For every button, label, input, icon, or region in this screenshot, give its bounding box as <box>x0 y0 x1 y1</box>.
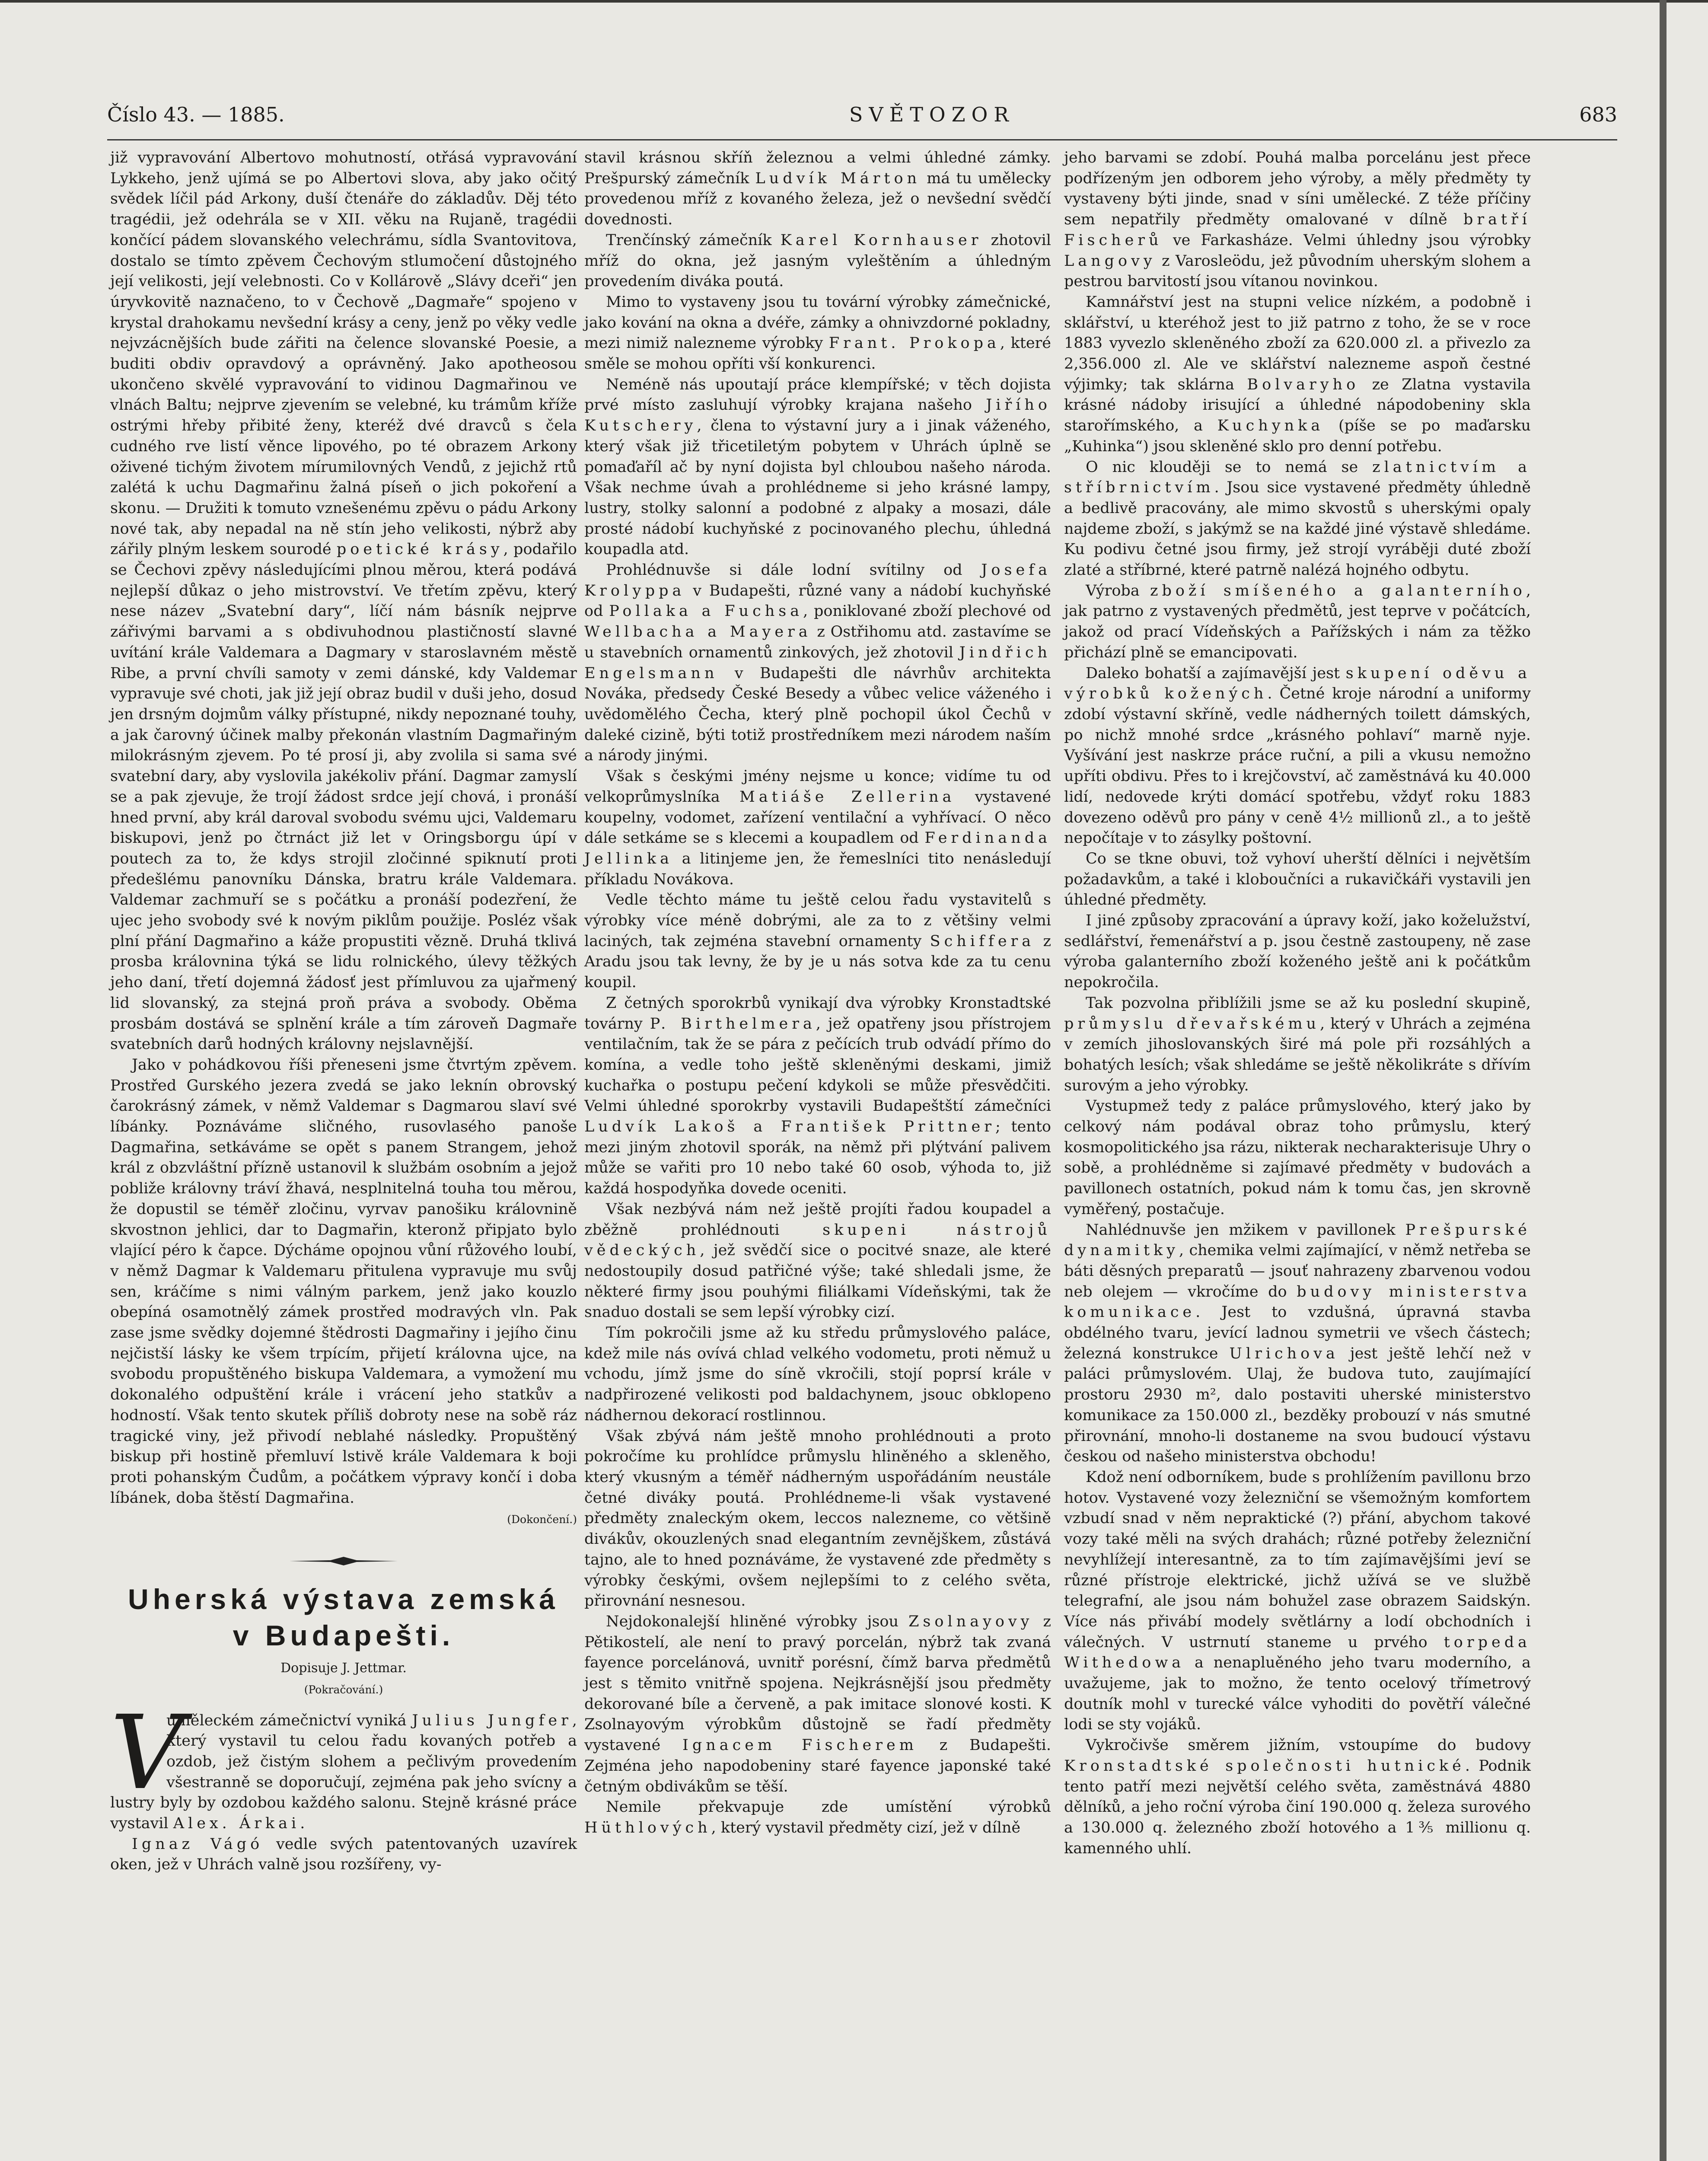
column-1 <box>110 148 577 1875</box>
issue-number: Číslo 43. — 1885. <box>107 103 285 126</box>
running-head <box>107 103 1617 133</box>
paragraph: Jako v pohádkovou říši přeneseni jsme čtvrtým zpěvem. Prostřed Gurského jezera zvedá se jako leknín obrovský čarokrásný zámek, v němž Valdemar s Dagmarou slaví své líbánky. Poznáváme sličného, rusovlasého panoše Dagmařina, setkáváme se opět s panem Strangem, jehož král z obzvláštní přízně ustanovil k službám osobním a jejož pobliže královny tráví žhavá, nesplnitelná touha tou měrou, že dopustil se téměř zločinu, vyrvav panošiku královnině skvostnon jehlici, dar to Dagmařin, kteronž připjato bylo vlající péro k čapce. Dýcháme opojnou vůní růžového loubí, v němž Dagmar k Valdemaru přitulena vypravuje mu svůj sen, kráčíme s nimi válným parkem, jenž jako kouzlo obepíná osamotnělý zámek prostřed modravých vln. Pak zase jsme svědky dojemné štědrosti Dagmařiny i jejího činu nejčistší lásky ke všem trpícím, přijetí královna ujce, na svobodu propuštěného biskupa Valdemara, a vymožení mu dokonalého odpuštění krále i vrácení jeho statkův a hodností. Však tento skutek příliš dobroty nese na sobě ráz tragické viny, jež přivodí neblahé následky. Propuštěný biskup při hostině přemluví lstivě krále Valdemara k boji proti pohanským Čudům, a počátkem výpravy končí i doba líbánek, doba štěstí Dagmařina. <box>110 1056 577 1507</box>
paragraph: jeho barvami se zdobí. Pouhá malba porcelánu jest přece podřízeným jen odborem jeho výroby, a měly předměty ty vystaveny býti jinde, snad v síni umělecké. Z téže příčiny sem nepatřily předměty omalované v dílně bratří Fischerů ve Farkasháze. Velmi úhledny jsou výrobky Langovy z Varosleödu, jež původním uherským slohem a pestrou barvitostí jsou vítanou novinkou. <box>1064 149 1531 290</box>
column-2 <box>584 148 1051 1839</box>
paragraph: Neméně nás upoutají práce klempířské; v těch dojista prvé místo zasluhují výrobky krajana našeho Jiřího Kutschery, člena to výstavní jury a i jinak váženého, který však již třicetiletým pobytem v Uhrách úplně se pomaďaříl ač by nyní dojista byl chloubou našeho národa. Však nechme úvah a prohlédneme si jeho krásné lampy, lustry, stolky salonní a podobné z alpaky a mosazi, dále prosté nádobí kuchyňské z pocinovaného plechu, úhledná koupadla atd. <box>584 376 1051 558</box>
paragraph: V uměleckém zámečnictví vyniká Julius Jungfer, který vystavil tu celou řadu kovaných potřeb a ozdob, jež čistým slohem a pečlivým provedením všestranně se doporučují, zejména pak jeho svícny a lustry byly by ozdobou každého salonu. Stejně krásné práce vystavil Alex. Árkai. <box>110 1693 577 1833</box>
paragraph: Výroba zboží smíšeného a galanterního, jak patrno z vystavených předmětů, jest teprve v počátcích, jakož od prací Vídeňských a Pařížských i nám za těžko přichází plně se emancipovati. <box>1064 582 1531 661</box>
paragraph: Z četných sporokrbů vynikají dva výrobky Kronstadtské továrny P. Birthelmera, jež opatřeny jsou přístrojem ventilačním, tak že se pára z pečících trub odvádí přímo do komína, a vedle toho ještě skleněnými deskami, jimiž kuchařka o postupu pečení kdykoli se může přesvědčiti. Velmi úhledné sporokrby vystavili Budapeštští zámečníci Ludvík Lakoš a František Prittner; tento mezi jiným zhotovil sporák, na němž při plýtvání palivem může se vařiti pro 10 nebo také 60 osob, výhoda to, již každá hospodyňka dovede oceniti. <box>584 994 1052 1198</box>
paragraph: Nejdokonalejší hliněné výrobky jsou Zsolnayovy z Pětikostelí, ale není to pravý porcelán, nýbrž tak zvaná fayence porcelánová, uvnitř porésní, čímž barva předmětů jest s těmito vnitřně spojena. Nejkrásnější jsou předměty dekorované bíle a červeně, a pak imitace slonové kosti. K Zsolnayovým výrobkům důstojně se řadí předměty vystavené Ignacem Fischerem z Budapešti. Zejména jeho napodobeniny staré fayence japonské také četným obdivákům se těší. <box>584 1613 1051 1795</box>
paragraph: Vedle těchto máme tu ještě celou řadu vystavitelů s výrobky více méně dobrými, ale za to z většiny velmi laciných, tak zejména stavební ornamenty Schiffera z Aradu jsou tak levny, že by je u nás sotva kde za tu cenu koupil. <box>584 891 1051 991</box>
paragraph: Prohlédnuvše si dále lodní svítilny od Josefa Krolуppa v Budapešti, různé vany a nádobí kuchyňské od Pollaka a Fuchsa, poniklované zboží plechové od Wellbacha a Mayera z Ostřihomu atd. zastavíme se u stavebních ornamentů zinkových, jež zhotovil Jindřich Engelsmann v Budapešti dle návrhův architekta Nováka, předsedy České Besedy a vůbec velice váženého i uvědomělého Čecha, který plně pochopil úkol Čechů v daleké cizině, býti totiž prostředníkem mezi národem naším a národy jinými. <box>584 561 1051 765</box>
byline: Dopisuje J. Jettmar. <box>280 1661 407 1676</box>
paragraph: Vykročivše směrem jižním, vstoupíme do budovy Kronstadtské společnosti hutnické. Podnik tento patří mezi největší celého světa, zaměstnává 4880 dělníků, a jeho roční výroba činí 190.000 q. železa surového a 130.000 q. železného zboží hotového a 1⅗ millionu q. kamenného uhlí. <box>1064 1737 1531 1857</box>
paragraph: stavil krásnou skříň železnou a velmi úhledné zámky. Prešpurský zámečník Ludvík Márton má tu umělecky provedenou mříž z kovaného železa, jež o nevšední svědčí dovednosti. <box>584 149 1051 229</box>
paragraph: Však zbývá nám ještě mnoho prohlédnouti a proto pokročíme ku prohlídce průmyslu hliněného a skleněho, který vkusným a téměř nádherným uspořádáním neustále četné diváky poutá. Prohlédneme-li však vystavené předměty znaleckým okem, leccos nalezneme, co většině divákův, okouzlených snad elegantním zevnějškem, zůstává tajno, ale to hned poznáváme, že vystavené zde předměty s výrobky českými, ovšem nejlepšími to z celého světa, přirovnání nesnesou. <box>584 1427 1051 1610</box>
article-title: Uherská výstava zemská v Budapešti. <box>128 1583 559 1652</box>
paragraph: Trenčínský zámečník Karel Kornhauser zhotovil mříž do okna, jež jasným vyleštěním a úhledným provedením diváka poutá. <box>584 231 1051 290</box>
drop-cap: V <box>110 1693 184 1812</box>
paragraph: I jiné způsoby zpracování a úpravy koží, jako koželužství, sedlářství, řemenářství a p. jsou čestně zastoupeny, ně zase výroba galanterního zboží koženého ještě ani k počátkům nepokročila. <box>1064 912 1531 991</box>
continued-note: (Pokračování.) <box>304 1683 383 1696</box>
paragraph: Nemile překvapuje zde umístění výrobků Hüthlových, který vystavil předměty cizí, jež v dílně <box>584 1798 1051 1836</box>
paragraph: Daleko bohatší a zajímavější jest skupení oděvu a výrobků kožených. Četné kroje národní a uniformy zdobí výstavní skříně, vedle nádherných toilett dámských, po nichž mnohé srdce „krásného pohlaví“ marně nyje. Vyšívání jest naskrze práce ruční, a pili a vkusu nemožno upříti obdivu. Přes to i krejčovství, ač zaměstnává ku 40.000 lidí, nedovede krýti domácí spotřebu, vždyť roku 1883 dovezeno oděvů pro pány v ceně 4½ millionů zl., a to ještě nepočítaje v to zásylky poštovní. <box>1064 664 1531 847</box>
paragraph: Ignaz Vágó vedle svých patentovaných uzavírek oken, jež v Uhrách valně jsou rozšířeny, vy- <box>110 1835 577 1874</box>
paragraph: Mimo to vystaveny jsou tu tovární výrobky zámečnické, jako kování na okna a dvéře, zámky a ohnivzdorné pokladny, mezi nimiž nalezneme výrobky Frant. Prokopa, které směle se mohou opříti vší konkurenci. <box>584 293 1051 373</box>
paragraph: Nahlédnuvše jen mžikem v pavillonek Prešpurské dynamitky, chemika velmi zajímající, v němž netřeba se báti děsných preparatů — jsouť nahrazeny zbarvenou vodou neb olejem — vkročíme do budovy ministerstva komunikace. Jest to vzdušná, úpravná stavba obdélného tvaru, jevící ladnou symetrii ve všech částech; železná konstrukce Ulrichova jest ještě lehčí než v paláci průmyslovém. Ulaj, že budova tuto, zaujímající prostoru 2930 m², dalo postaviti uherské ministerstvo komunikace za 150.000 zl., bezděky probouzí v nás smutné přirovnání, mnoho-li dostaneme na svou budoucí výstavu českou od našeho ministerstva obchodu! <box>1064 1221 1531 1466</box>
scan-edge-right <box>1660 0 1667 2161</box>
journal-title: SVĚTOZOR <box>849 103 1015 126</box>
paragraph: již vypravování Albertovo mohutností, otřásá vypravování Lykkeho, jenž ujímá se po Albertovi slova, aby jako očitý svědek líčil pád Arkony, duší čtenáře do základův. Děj této tragédii, jež odehrála se v XII. věku na Rujaně, tragédii končící pádem slovanského velechrámu, sídla Svantovitova, dostalo se tímto zpěvem Čechovým stlumočení důstojného její velikosti, její velebnosti. Co v Kollárově „Slávy dceři“ jen úryvkovitě naznačeno, to v Čechově „Dagmaře“ spojeno v krystal drahokamu nevšední krásy a ceny, jenž po věky vedle nejvzácnějších bude zářiti na čelence slovanské Poesie, a buditi obdiv opravdový a oprávněný. Jako apotheosou ukončeno skvělé vypravování to vidinou Dagmařinou ve vlnách Baltu; nejprve zjevením se velebné, ku trámům kříže ostrými hřeby přibité ženy, kteréž dvé dravců s čela cudného rve listí věnce lipového, po té obrazem Arkony oživené tichým životem mírumilovných Vendů, z jejichž rtů zalétá k uchu Dagmařinu žalná píseň o jich pokoření a skonu. — Družiti k tomuto vznešenému zpěvu o pádu Arkony nové tak, aby nepadal na ně stín jeho velikosti, nýbrž aby zářily plným leskem sourodé poetické krásy, podařilo se Čechovi zpěvy následujícími plnou měrou, která podává nejlepší důkaz o jeho mistrovství. Ve třetím zpěvu, který nese název „Svatební dary“, líčí nám básník nejprve zářivými barvami a s obdivuhodnou plastičností slavné uvítání krále Valdemara a Dagmary v staroslavném městě Ribe, a první chvíli samoty v zemi dánské, kdy Valdemar vypravuje své choti, jak již její obraz budil v duši jeho, dosud jen drsným dojmům války přístupné, nikdy nepoznané touhy, a jak čarovný účinek malby překonán vlastním Dagmařiným milokrásným zjevem. Po té prosí ji, aby zvolila si sama své svatební dary, aby vyslovila jakékoliv přání. Dagmar zamyslí se a pak zjevuje, že trojí žádost srdce její chová, i pronáší hned první, aby král daroval svobodu svému ujci, Valdemaru biskupovi, jenž po čtrnáct již let v Oringsborgu úpí v poutech za to, že kdys strojil zločinné spiknutí proti předešlému panovníku Dánska, bratru krále Valdemara. Valdemar zachmuří se s počátku a pronáší podezření, že ujec jeho svobody své k novým piklům použije. Posléz však plní přání Dagmařino a káže propustiti vězně. Druhá tklivá prosba královnina týká se lidu rolnického, úlevy těžkých jeho daní, třetí dojemná žádosť jest přímluvou za ujařmený lid slovanský, za stejná proň práva a svobody. Oběma prosbám dostává se splnění krále a tím zároveň Dagmaře svatebních darů hodných královny nejslavnější. <box>110 149 577 1053</box>
paragraph: Kamnářství jest na stupni velice nízkém, a podobně i sklářství, u kteréhož jest to již patrno z toho, že se v roce 1883 vyvezlo skleněného zboží za 620.000 zl. a přivezlo za 2,356.000 zl. Ale ve sklářství nalezneme aspoň čestné výjimky; tak sklárna Bolvaryho ze Zlatna vystavila krásné nádoby irisující a úhledné nápodobeniny skla starořímského, a Kuchynka (píše se po maďarsku „Kuhinka“) jsou skleněné sklo pro denní potřebu. <box>1064 293 1531 455</box>
paragraph: Co se tkne obuvi, tož vyhoví uherští dělníci i největším požadavkům, a také i kloboučníci a rukavičkáři vystavili jen úhledné předměty. <box>1064 850 1531 909</box>
column-3 <box>1064 148 1531 1859</box>
paragraph: Však nezbývá nám než ještě projíti řadou koupadel a zběžně prohlédnouti skupeni nástrojů vědeckých, jež svědčí sice o pocitvé snaze, ale které nedostoupily dosud patřičné výše; také shledali jsme, že některé firmy jsou pouhými filiálkami Vídeňskými, tak že snaduo dostali se sem lepší výrobky cizí. <box>584 1200 1051 1321</box>
header-rule <box>107 139 1617 140</box>
paragraph: Vystupmež tedy z paláce průmyslového, který jako by celkový nám podával obraz toho průmyslu, který kosmopolitického jsa rázu, nikterak necharakterisuje Uhry o sobě, a prohlédněme si zajímavé předměty v budovách a pavillonech ostatních, pokud nám k tomu čas, jen skrovně vyměřený, postačuje. <box>1064 1097 1531 1218</box>
to-be-concluded: (Dokončení.) <box>507 1513 577 1526</box>
paragraph: O nic klouději se to nemá se zlatnictvím a stříbrnictvím. Jsou sice vystavené předměty úhledně a bedlivě pracovány, ale mimo skvostů s uherskými opaly najdeme zboží, s jakýmž se na každé jiné výstavě shledáme. Ku podivu četné jsou firmy, jež strojí vyráběji duté zboží zlaté a stříbrné, které patrně nalézá hojného odbytu. <box>1064 458 1531 579</box>
paragraph: Kdož není odborníkem, bude s prohlížením pavillonu brzo hotov. Vystavené vozy železniční se všemožným komfortem vzbudí snad v něm nepraktické (?) přání, abychom takové vozy také měli na svých drahách; různé potřeby železniční nevyhlížejí interesantně, za to tím zajímavějšími jeví se různé přístroje elektrické, jichž užívá se ve službě telegrafní, ale jsou nám bohužel zase obrazem Saidskýn. Více nás přivábí modely světlárny a lodí obchodních i válečných. V ustrnutí staneme u prvého torpeda Withedowa a nenapluěného jeho tvaru moderního, a uvažujeme, jak to možno, že tento ocelový třímetrový doutník mohl v turecké válce vyhoditi do povětří válečné lodi se sty vojáků. <box>1064 1469 1531 1734</box>
paragraph: Tak pozvolna přiblížili jsme se až ku poslední skupině, průmyslu dřevařskému, který v Uhrách a zejména v zemích jihoslovanských širé má pole při rozsáhlých a bohatých lesích; však shledáme se ještě několikráte s dřívím surovým a jeho výrobky. <box>1064 994 1531 1094</box>
scan-edge-top <box>0 0 1708 3</box>
divider-ornament <box>290 1556 398 1566</box>
paragraph: Však s českými jmény nejsme u konce; vidíme tu od velkoprůmyslníka Matiáše Zellerina vystavené koupelny, vodomet, zařízení ventilační a vyhřívací. O něco dále setkáme se s klecemi a koupadlem od Ferdinanda Jellinka a litinjeme jen, že řemeslníci tito nenásledují příkladu Novákova. <box>584 768 1051 888</box>
page-number: 683 <box>1579 103 1617 126</box>
paragraph: Tím pokročili jsme až ku středu průmyslového paláce, kdež mile nás ovívá chlad velkého vodometu, proti němuž u vchodu, jímž jsme do síně vkročili, stojí poprsí krále v nadpřirozené velikosti pod baldachynem, jsouc obklopeno nádhernou dekorací rostlinnou. <box>584 1324 1051 1424</box>
